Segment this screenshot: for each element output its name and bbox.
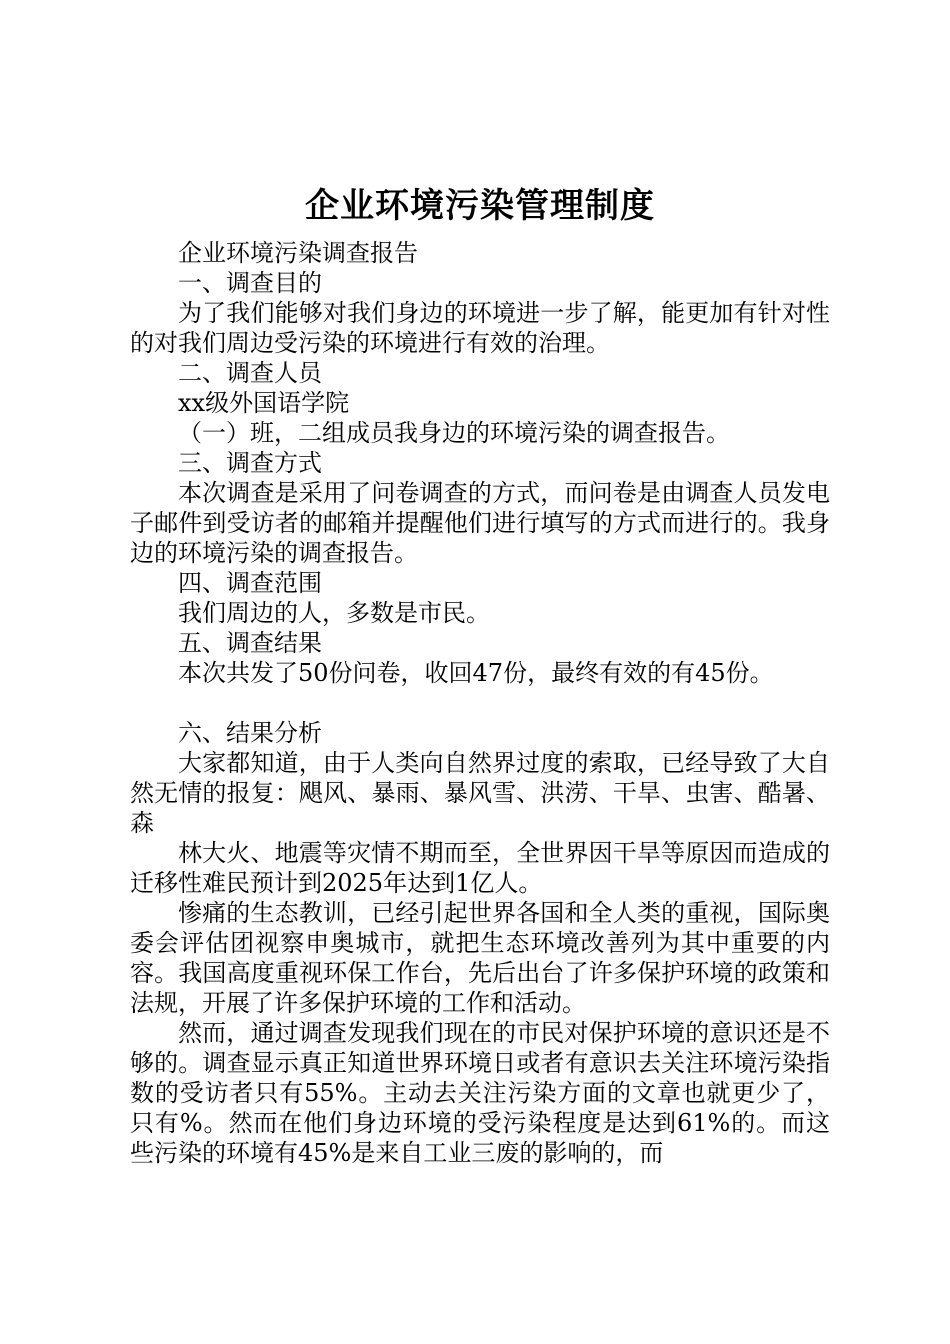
paragraph-analysis-4: 然而，通过调查发现我们现在的市民对保护环境的意识还是不够的。调查显示真正知道世界环境日或者有意识去关注环境污染指数的受访者只有55%。主动去关注污染方面的文章也就更少了，只有%。然而在他们身边环境的受污染程度是达到61%的。而这些污染的环境有45%是来自工业三废的影响的，而 [130, 1019, 830, 1167]
document-title: 企业环境污染管理制度 [305, 186, 655, 226]
document-page [130, 184, 830, 1168]
section-heading-analysis: 六、结果分析 [178, 719, 322, 747]
paragraph-purpose: 为了我们能够对我们身边的环境进一步了解，能更加有针对性的对我们周边受污染的环境进行有效的治理。 [130, 299, 830, 357]
paragraph-analysis-1: 大家都知道，由于人类向自然界过度的索取，已经导致了大自然无情的报复：飓风、暴雨、暴风雪、洪涝、干旱、虫害、酷暑、森 [130, 749, 830, 837]
section-heading-results: 五、调查结果 [178, 629, 322, 657]
paragraph-analysis-2: 林大火、地震等灾情不期而至，全世界因干旱等原因而造成的迁移性难民预计到2025年达到1亿人。 [130, 839, 830, 897]
section-heading-purpose: 一、调查目的 [178, 269, 322, 297]
paragraph-method: 本次调查是采用了问卷调查的方式，而问卷是由调查人员发电子邮件到受访者的邮箱并提醒他们进行填写的方式而进行的。我身边的环境污染的调查报告。 [130, 479, 830, 567]
section-heading-personnel: 二、调查人员 [178, 359, 322, 387]
section-heading-scope: 四、调查范围 [178, 569, 322, 597]
blank-line [130, 688, 830, 718]
paragraph-analysis-3: 惨痛的生态教训，已经引起世界各国和全人类的重视，国际奥委会评估团视察申奥城市，就把生态环境改善列为其中重要的内容。我国高度重视环保工作台，先后出台了许多保护环境的政策和法规，开展了许多保护环境的工作和活动。 [130, 899, 830, 1017]
paragraph-personnel-school: xx级外国语学院 [178, 389, 350, 417]
paragraph-results: 本次共发了50份问卷，收回47份，最终有效的有45份。 [178, 659, 774, 687]
report-heading: 企业环境污染调查报告 [178, 239, 418, 267]
paragraph-personnel-class: （一）班，二组成员我身边的环境污染的调查报告。 [178, 419, 730, 447]
paragraph-scope: 我们周边的人，多数是市民。 [178, 599, 490, 627]
section-heading-method: 三、调查方式 [178, 449, 322, 477]
